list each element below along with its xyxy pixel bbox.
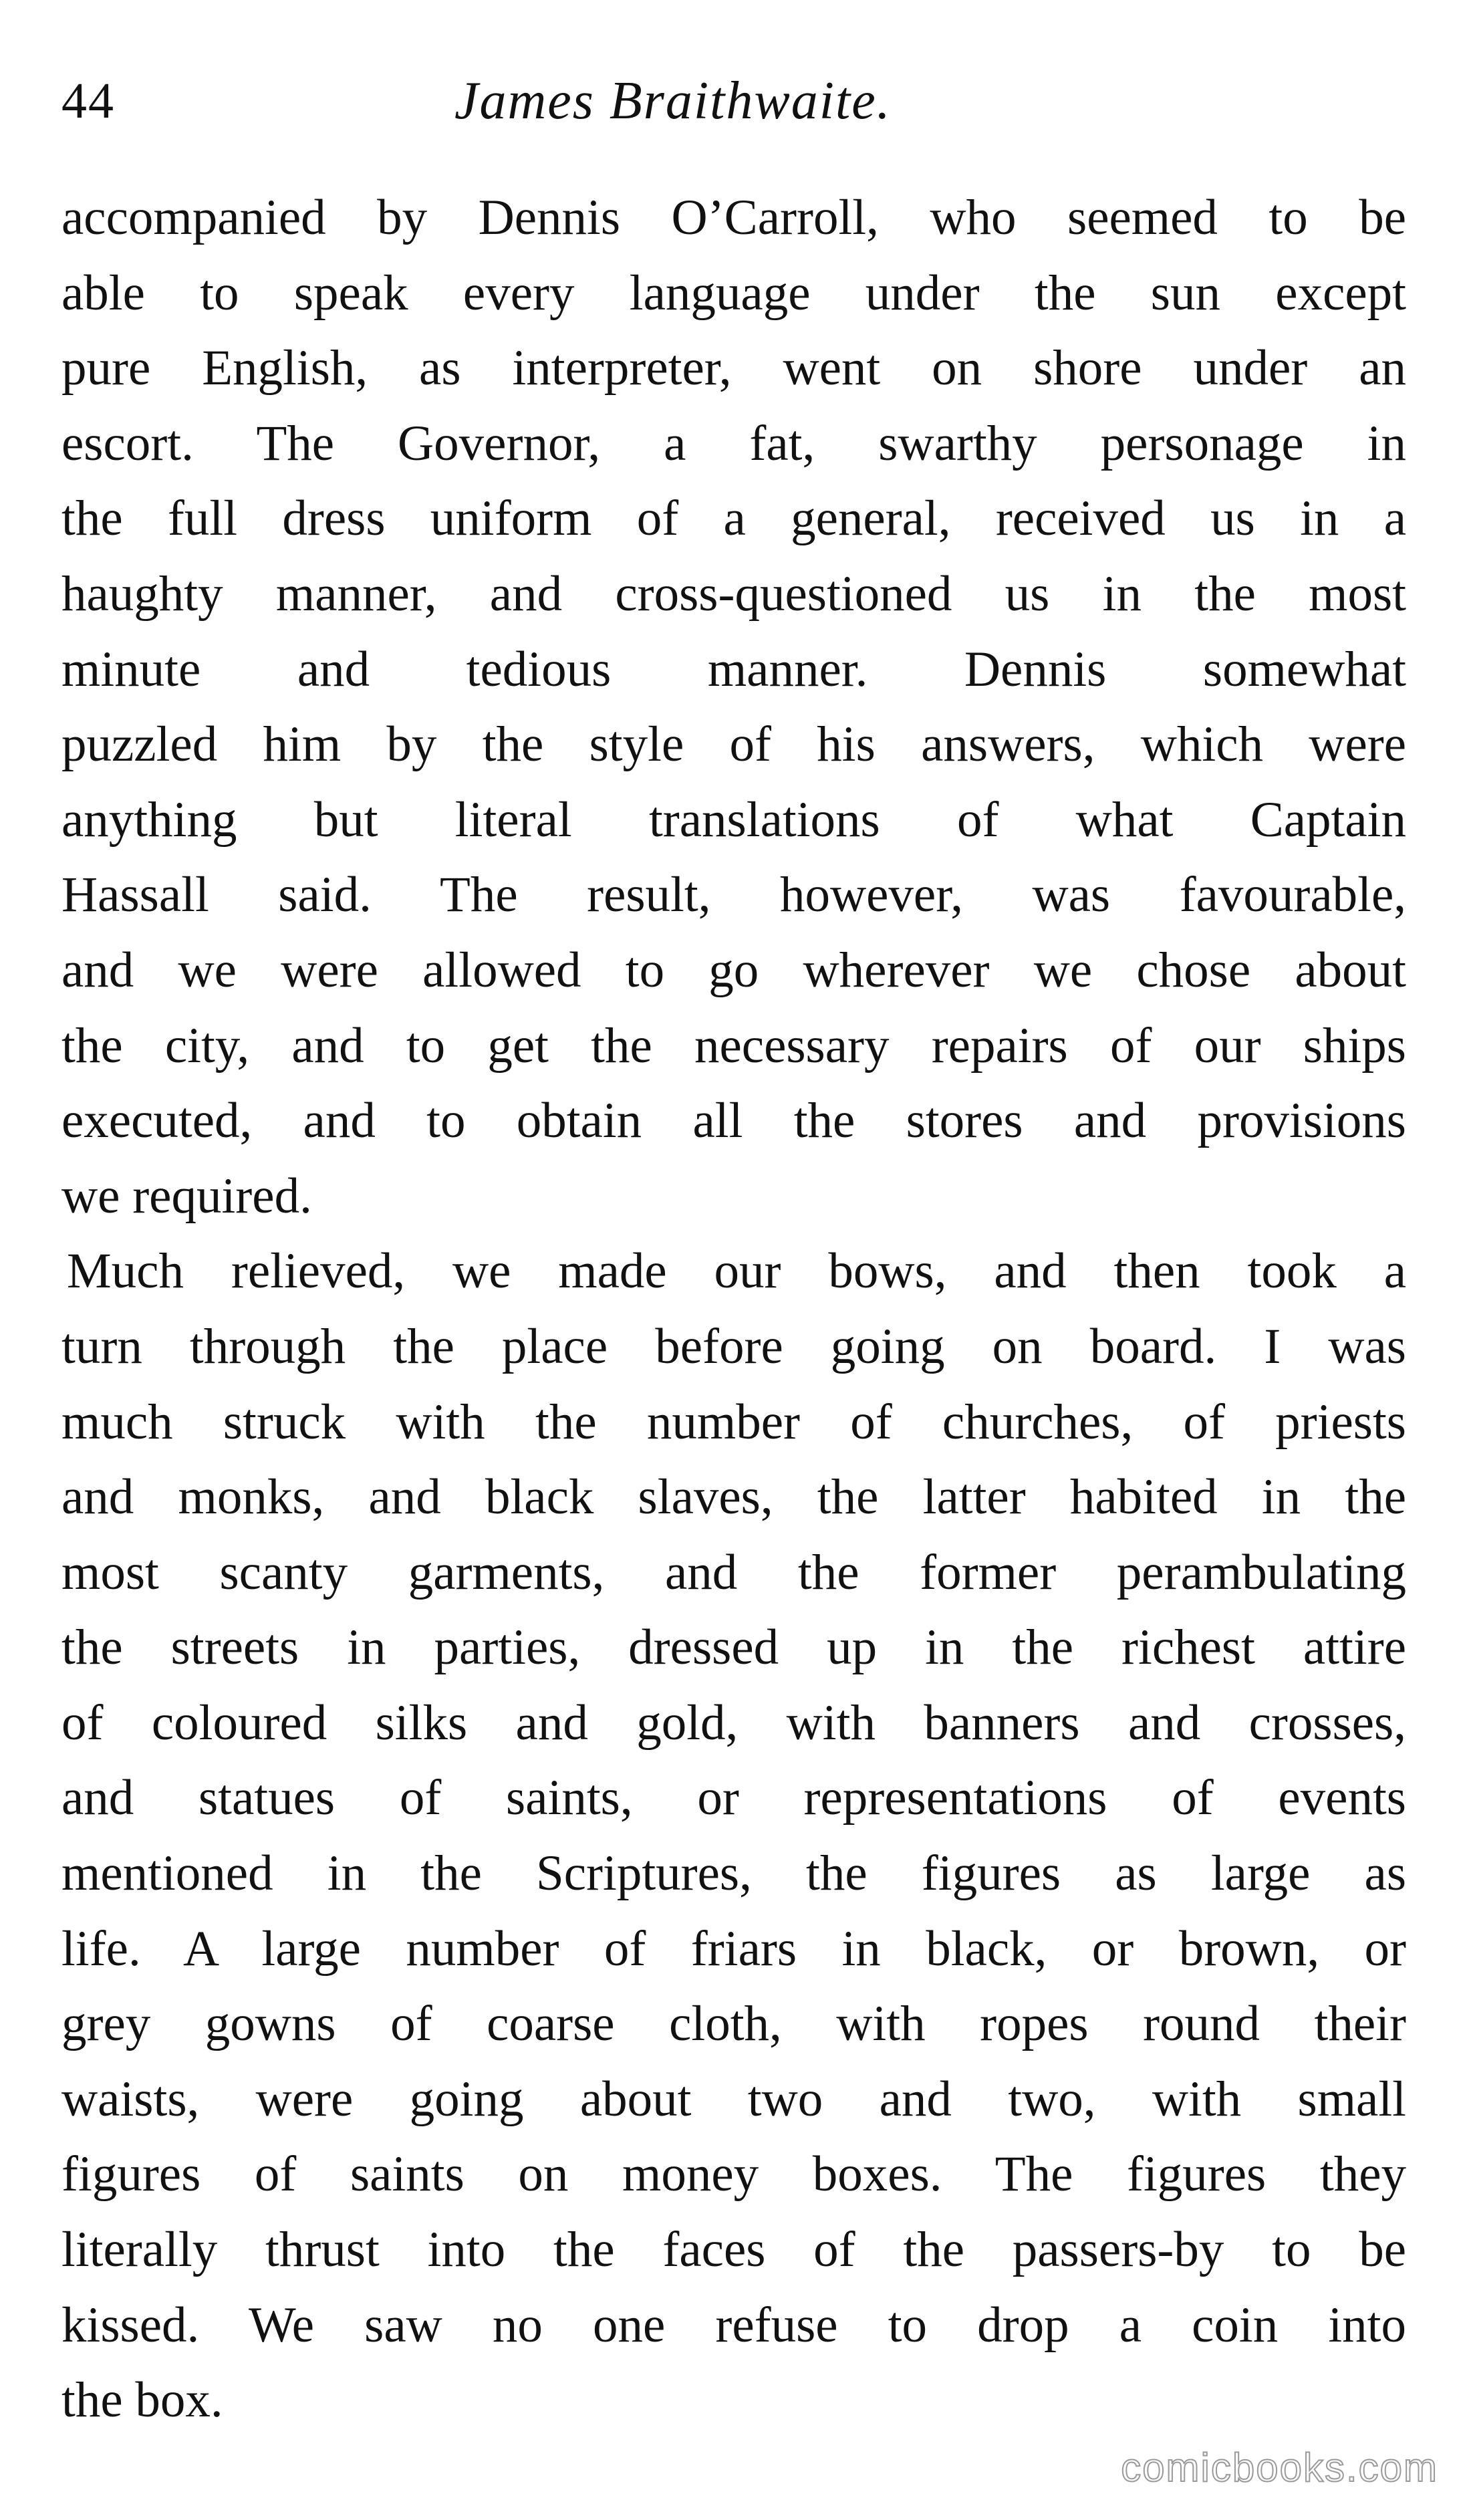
- text-line: able to speak every language under the sun except: [61, 265, 1406, 321]
- text-line: and we were allowed to go wherever we chose about: [61, 942, 1406, 998]
- running-title: James Braithwaite.: [454, 72, 892, 130]
- text-line: waists, were going about two and two, with small: [61, 2071, 1406, 2127]
- text-line: figures of saints on money boxes. The figures they: [61, 2146, 1406, 2202]
- text-line: haughty manner, and cross-questioned us in the most: [61, 565, 1406, 622]
- text-line: and monks, and black slaves, the latter habited in the: [61, 1469, 1406, 1525]
- page-number: 44: [61, 73, 115, 129]
- watermark: comicbooks.com: [1121, 2445, 1438, 2490]
- page-header: [0, 64, 1465, 138]
- text-line: accompanied by Dennis O’Carroll, who seemed to be: [61, 190, 1406, 245]
- text-line: puzzled him by the style of his answers, which were: [61, 717, 1406, 773]
- body-text: [61, 180, 1406, 2438]
- paragraph-1: [61, 180, 1406, 1234]
- text-line: literally thrust into the faces of the passers-by to be: [61, 2222, 1406, 2278]
- text-line: Much relieved, we made our bows, and then took a: [67, 1243, 1406, 1299]
- text-line: the city, and to get the necessary repairs of our ships: [61, 1017, 1406, 1074]
- text-line: minute and tedious manner. Dennis somewhat: [61, 641, 1406, 697]
- text-line: much struck with the number of churches, of priests: [61, 1394, 1406, 1450]
- text-line: mentioned in the Scriptures, the figures as large as: [61, 1846, 1406, 1902]
- text-line: escort. The Governor, a fat, swarthy personage in: [61, 415, 1406, 471]
- text-line: we required.: [61, 1168, 312, 1224]
- text-line: pure English, as interpreter, went on shore under an: [61, 340, 1406, 396]
- text-line: the streets in parties, dressed up in the richest attire: [61, 1620, 1406, 1676]
- text-line: most scanty garments, and the former perambulating: [61, 1544, 1406, 1600]
- text-line: grey gowns of coarse cloth, with ropes round their: [61, 1996, 1406, 2052]
- text-line: and statues of saints, or representations of events: [61, 1770, 1406, 1826]
- text-line: life. A large number of friars in black, or brown, or: [61, 1920, 1406, 1977]
- text-line: of coloured silks and gold, with banners and crosses,: [61, 1694, 1406, 1751]
- text-line: the box.: [61, 2372, 223, 2428]
- text-line: kissed. We saw no one refuse to drop a coin into: [61, 2297, 1406, 2353]
- text-line: executed, and to obtain all the stores and provisions: [61, 1093, 1406, 1149]
- text-line: anything but literal translations of what Captain: [61, 791, 1406, 848]
- text-line: Hassall said. The result, however, was favourable,: [61, 867, 1406, 923]
- text-line: the full dress uniform of a general, received us in a: [61, 491, 1406, 547]
- text-line: turn through the place before going on board. I was: [61, 1318, 1406, 1374]
- paragraph-2: [61, 1234, 1406, 2438]
